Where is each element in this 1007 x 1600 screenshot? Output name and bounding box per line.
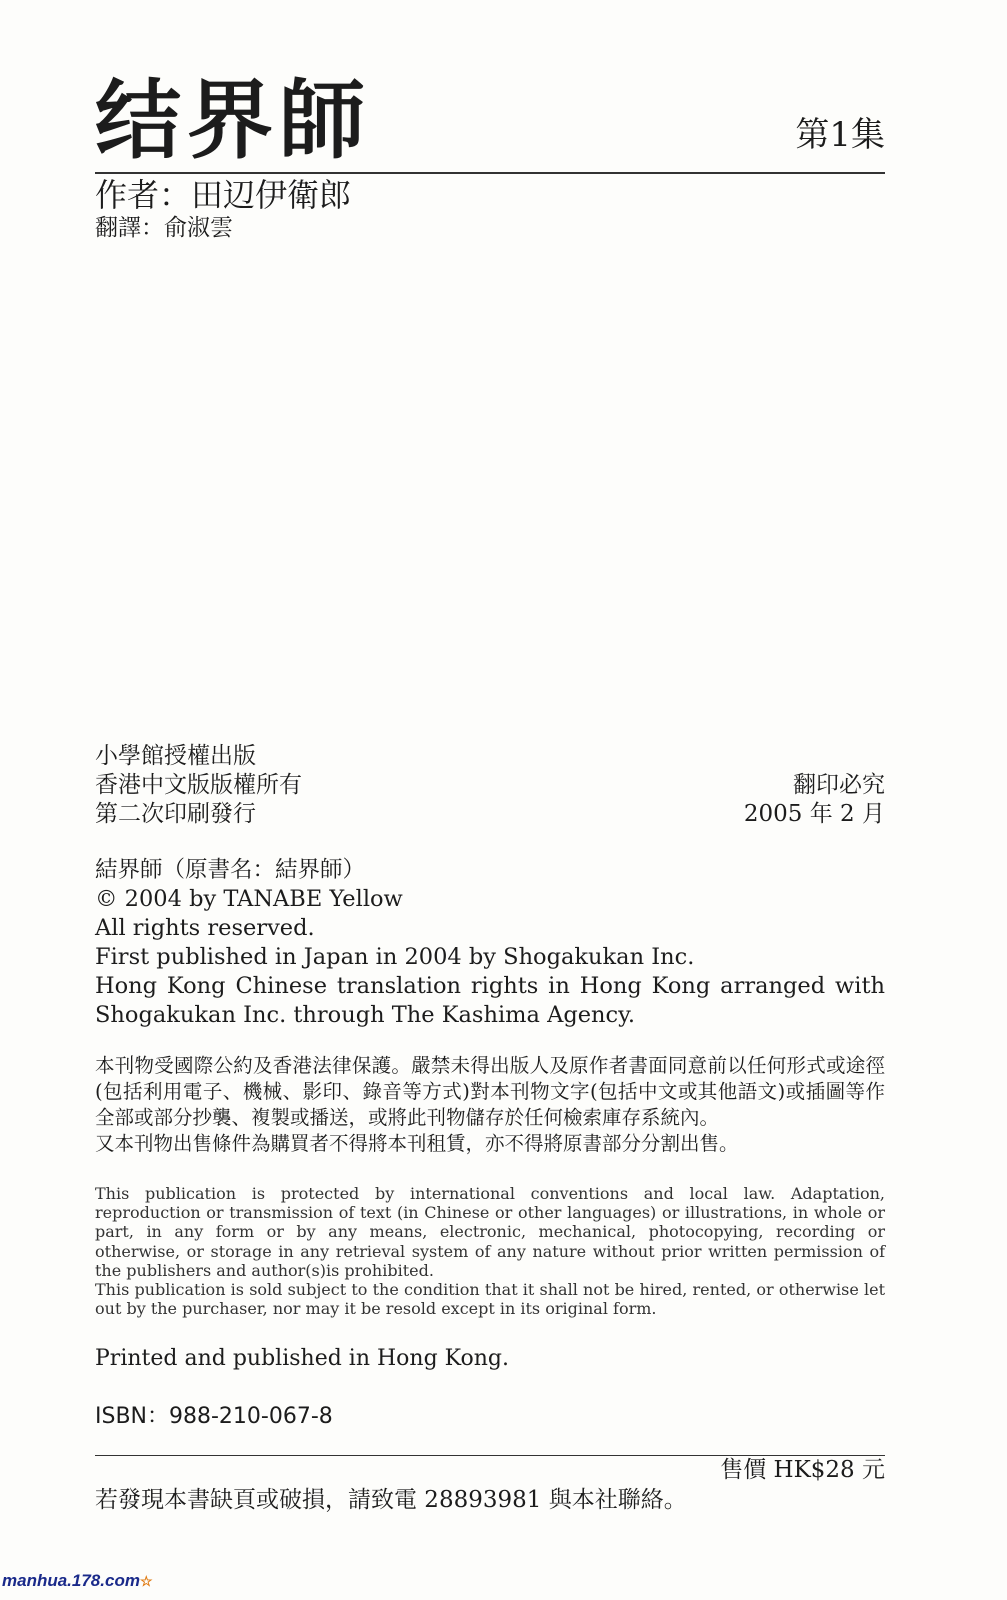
sale-condition-paragraph: This publication is sold subject to the condition that it shall not be hired, rented, or otherwise let out by the purchaser, nor may it be resold except in its original form. [95,1280,885,1319]
volume-number: 第1集 [795,115,885,155]
sale-condition-paragraph: 又本刊物出售條件為購買者不得將本刊租賃，亦不得將原書部分分割出售。 [95,1132,739,1155]
watermark-text: manhua.178.com [2,1571,140,1590]
hk-rights-line: Shogakukan Inc. through The Kashima Agency. [95,1002,635,1028]
contact-line: 若發現本書缺頁或破損，請致電 28893981 與本社聯絡。 [95,1487,687,1513]
header-divider [95,172,885,174]
printed-in-line: Printed and published in Hong Kong. [95,1346,509,1371]
print-date: 2005 年 2 月 [743,801,885,827]
site-watermark [2,1572,153,1589]
footer-divider [95,1455,885,1456]
copyright-block [95,856,885,1030]
translator-line: 翻譯：俞淑雲 [95,215,233,241]
price-label: 售價 HK$28 元 [720,1457,885,1483]
rights-reserved-cn: 翻印必究 [793,772,885,798]
publication-line: 第二次印刷發行 [95,801,256,827]
legal-notice-paragraph: This publication is protected by international conventions and local law. Adaptation, reproduction or transmission of text (in Chinese or other languages) or illustrations, in whole or part, in any form or by any means, electronic, mechanical, photocopying, recording or otherwise, or storage in any retrieval system of any nature without prior written permission of the publishers and author(s)is prohibited. [95,1184,885,1280]
rights-line: All rights reserved. [95,915,315,941]
author-line: 作者：田辺伊衛郎 [95,176,352,214]
star-icon: ☆ [139,1573,153,1589]
legal-notice-english [95,1184,885,1318]
legal-notice-chinese [95,1053,885,1157]
original-title: 結界師（原書名：結界師） [95,857,366,883]
rights-date-block [744,771,885,829]
publication-line: 小學館授權出版 [95,743,256,769]
book-title: 结界師 [95,70,371,171]
first-published-line: First published in Japan in 2004 by Shogakukan Inc. [95,944,695,970]
publication-line: 香港中文版版權所有 [95,772,302,798]
legal-notice-paragraph: 本刊物受國際公約及香港法律保護。嚴禁未得出版人及原作者書面同意前以任何形式或途徑(包括利用電子、機械、影印、錄音等方式)對本刊物文字(包括中文或其他語文)或插圖等作全部或部分抄襲、複製或播送，或將此刊物儲存於任何檢索庫存系統內。 [95,1054,885,1129]
publication-info [95,742,302,829]
hk-rights-line: Hong Kong Chinese translation rights in Hong Kong arranged with [95,973,885,999]
copyright-line: © 2004 by TANABE Yellow [95,886,403,912]
isbn-line: ISBN：988-210-067-8 [95,1404,333,1429]
